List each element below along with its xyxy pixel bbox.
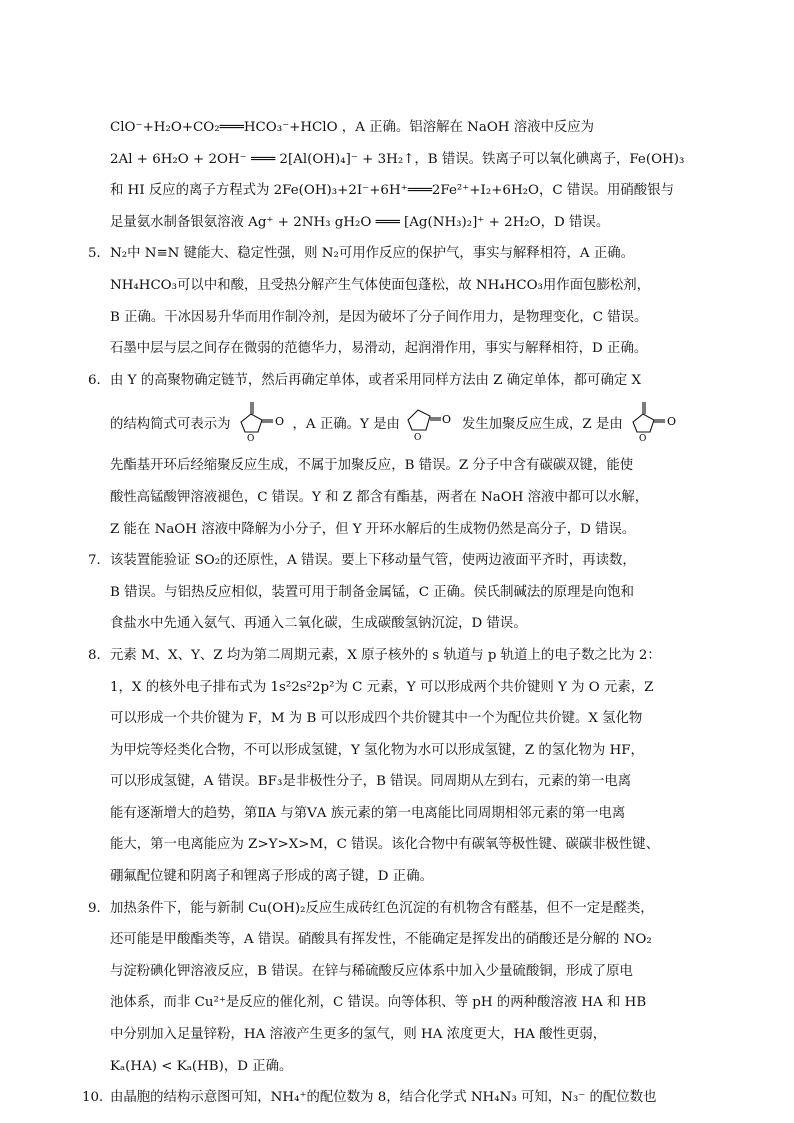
text-line: 池体系，而非 Cu²⁺是反应的催化剂，C 错误。向等体积、等 pH 的两种酸溶液 HA 和 HB bbox=[110, 995, 647, 1011]
text-fragment: 发生加聚反应生成，Z 是由 bbox=[461, 417, 623, 433]
svg-text:O: O bbox=[666, 415, 676, 429]
item-number: 5． bbox=[88, 246, 110, 262]
text-line: 与淀粉碘化钾溶液反应，B 错误。在锌与稀硫酸反应体系中加入少量硫酸铜，形成了原电 bbox=[110, 963, 633, 979]
svg-text:O: O bbox=[246, 434, 254, 443]
answer-item-5 bbox=[88, 238, 685, 364]
text-line: 加热条件下，能与新制 Cu(OH)₂反应生成砖红色沉淀的有机物含有醛基，但不一定是醛类， bbox=[110, 900, 654, 916]
text-line: 中分别加入足量锌粉，HA 溶液产生更多的氢气，则 HA 浓度更大，HA 酸性更弱， bbox=[110, 1027, 607, 1043]
text-line: B 错误。与铝热反应相似，装置可用于制备金属锰，C 正确。侯氏制碱法的原理是向饱和 bbox=[110, 584, 635, 600]
text-line: 该装置能验证 SO₂的还原性，A 错误。要上下移动量气管，使两边液面平齐时，再读数， bbox=[110, 553, 636, 569]
text-line: 为甲烷等烃类化合物，不可以形成氢键，Y 氢化物为水可以形成氢键，Z 的氢化物为 HF， bbox=[110, 742, 644, 758]
text-line: 和 HI 反应的离子方程式为 2Fe(OH)₃+2I⁻+6H⁺═══2Fe²⁺+I₂+6H₂O，C 错误。用硝酸银与 bbox=[110, 183, 674, 199]
text-line: 可以形成一个共价键为 F，M 为 B 可以形成四个共价键其中一个为配位共价键。X 氢化物 bbox=[110, 711, 643, 727]
answer-item-9 bbox=[88, 893, 685, 1083]
svg-text:O: O bbox=[638, 434, 647, 443]
text-line: NH₄HCO₃可以中和酸，且受热分解产生气体使面包蓬松，故 NH₄HCO₃用作面包膨松剂， bbox=[110, 277, 651, 293]
lactone-structure-z bbox=[623, 396, 685, 442]
text-line: Z 能在 NaOH 溶液中降解为小分子，但 Y 开环水解后的生成物仍然是高分子，D 错误。 bbox=[110, 521, 636, 537]
answer-item-10 bbox=[82, 1082, 685, 1114]
text-line: Kₐ(HA) < Kₐ(HB)，D 正确。 bbox=[110, 1058, 293, 1074]
answer-item-6 bbox=[88, 365, 685, 545]
lactone-structure-y bbox=[400, 396, 462, 442]
text-line-with-structures bbox=[110, 396, 685, 450]
text-line: N₂中 N≡N 键能大、稳定性强，则 N₂可用作反应的保护气，事实与解释相符，A 正确。 bbox=[110, 246, 635, 262]
text-line: 先酯基开环后经缩聚反应生成，不属于加聚反应，B 错误。Z 分子中含有碳碳双键，能使 bbox=[110, 458, 634, 474]
text-line: 酸性高锰酸钾溶液褪色，C 错误。Y 和 Z 都含有酯基，两者在 NaOH 溶液中都可以水解， bbox=[110, 489, 649, 505]
text-line: B 正确。干冰因易升华而用作制冷剂，是因为破坏了分子间作用力，是物理变化，C 错误。 bbox=[110, 309, 648, 325]
svg-text:O: O bbox=[274, 415, 284, 429]
text-line: 食盐水中先通入氨气、再通入二氧化碳，生成碳酸氢钠沉淀，D 错误。 bbox=[110, 616, 527, 632]
text-line: 元素 M、X、Y、Z 均为第二周期元素，X 原子核外的 s 轨道与 p 轨道上的电子数之比为 2： bbox=[110, 647, 661, 663]
text-line: 石墨中层与层之间存在微弱的范德华力，易滑动，起润滑作用，事实与解释相符，D 正确。 bbox=[110, 341, 648, 357]
text-fragment: 的结构简式可表示为 bbox=[110, 417, 231, 433]
text-line: 足量氨水制备银氨溶液 Ag⁺ + 2NH₃ gH₂O ═══ [Ag(NH₃)₂]⁺ + 2H₂O，D 错误。 bbox=[110, 214, 610, 230]
text-line: 硼氟配位键和阴离子和锂离子形成的离子键，D 正确。 bbox=[110, 869, 433, 885]
text-line: 还可能是甲酸酯类等，A 错误。硝酸具有挥发性，不能确定是挥发出的硝酸还是分解的 NO₂ bbox=[110, 932, 652, 948]
svg-text:O: O bbox=[413, 433, 422, 443]
text-line: 能有逐渐增大的趋势，第ⅡA 与第ⅤA 族元素的第一电离能比同周期相邻元素的第一电离 bbox=[110, 805, 626, 821]
text-fragment: ，A 正确。Y 是由 bbox=[292, 417, 400, 433]
text-line: ClO⁻+H₂O+CO₂═══HCO₃⁻+HClO ，A 正确。铝溶解在 NaOH 溶液中反应为 bbox=[110, 120, 595, 135]
text-line: 2Al + 6H₂O + 2OH⁻ ═══ 2[Al(OH)₄]⁻ + 3H₂↑，B 错误。铁离子可以氧化碘离子，Fe(OH)₃ bbox=[110, 151, 685, 167]
item-number: 8． bbox=[88, 647, 110, 663]
svg-text:O: O bbox=[441, 413, 451, 427]
text-line: 可以形成氢键，A 错误。BF₃是非极性分子，B 错误。同周期从左到右，元素的第一电离 bbox=[110, 774, 632, 790]
text-line: 由晶胞的结构示意图可知，NH₄⁺的配位数为 8，结合化学式 NH₄N₃ 可知，N₃⁻ 的配位数也 bbox=[110, 1090, 657, 1106]
item-number: 7． bbox=[88, 553, 110, 569]
answer-item-7 bbox=[88, 545, 685, 640]
answer-page bbox=[82, 112, 685, 1114]
text-line: 能大，第一电离能应为 Z>Y>X>M，C 错误。该化合物中有碳氧等极性键、碳碳非极性键、 bbox=[110, 837, 660, 853]
item-number: 6． bbox=[88, 372, 110, 388]
lactone-structure-x bbox=[231, 396, 293, 442]
answer-item-8 bbox=[88, 640, 685, 893]
text-line: 由 Y 的高聚物确定链节，然后再确定单体，或者采用同样方法由 Z 确定单体，都可确定 X bbox=[110, 372, 642, 388]
item-number: 9． bbox=[88, 900, 110, 916]
item-number: 10． bbox=[82, 1090, 113, 1106]
text-line: 1，X 的核外电子排布式为 1s²2s²2p²为 C 元素，Y 可以形成两个共价键则 Y 为 O 元素，Z bbox=[110, 679, 654, 695]
